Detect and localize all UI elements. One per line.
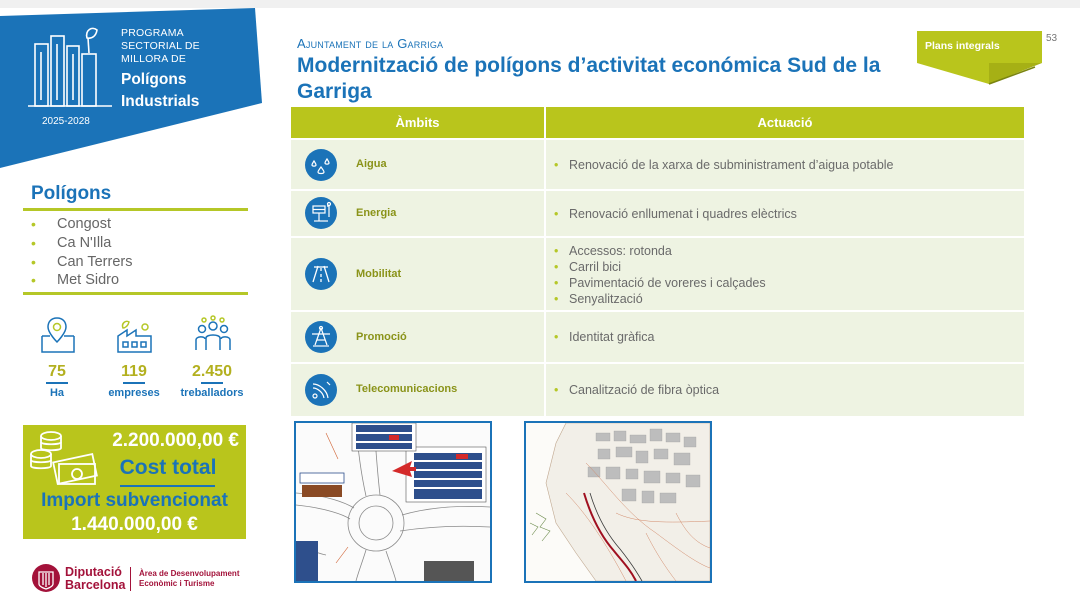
ambit-label: Mobilitat — [356, 268, 402, 280]
subsidy-label: Import subvencionat — [41, 490, 228, 511]
roundabout-drawing — [296, 423, 490, 581]
page-title: Modernització de polígons d’activitat económica Sud de la Garriga — [297, 54, 881, 103]
program-line-2: SECTORIAL DE — [121, 40, 200, 52]
program-years: 2025-2028 — [42, 116, 90, 127]
stat-companies-value: 119 — [121, 363, 147, 380]
polygon-item: • Can Terrers — [31, 253, 132, 272]
divider-top — [23, 208, 248, 211]
table-row — [291, 191, 1024, 236]
page-number: 53 — [1046, 33, 1058, 44]
ambit-label: Promoció — [356, 331, 407, 343]
action-item: • Renovació enllumenat i quadres elèctrics — [554, 206, 797, 222]
municipality: Ajuntament de la Garriga — [297, 36, 444, 51]
table-row — [291, 364, 1024, 416]
promotion-icon — [305, 321, 337, 353]
action-item: • Renovació de la xarxa de subministrament d’aigua potable — [554, 157, 894, 173]
diputacio-logo-icon — [31, 563, 61, 593]
telecom-icon — [305, 374, 337, 406]
top-strip — [0, 0, 1080, 8]
stat-workers-label: treballadors — [180, 387, 244, 399]
action-item: • Senyalització — [554, 291, 766, 307]
water-icon — [305, 149, 337, 181]
action-list — [554, 243, 766, 307]
organization-name-line-2: Barcelona — [65, 578, 126, 592]
table-row — [291, 312, 1024, 362]
subsidy-amount: 1.440.000,00 € — [71, 514, 198, 535]
ambit-label: Telecomunicacions — [356, 383, 458, 395]
plans-tag-label: Plans integrals — [925, 40, 1000, 52]
workers-icon — [193, 314, 233, 354]
divider-bottom — [23, 292, 248, 295]
program-title-line-2: Industrials — [121, 93, 200, 110]
polygon-item: • Congost — [31, 215, 132, 234]
program-banner — [0, 8, 262, 168]
factory-icon — [115, 318, 155, 354]
stat-underline — [46, 382, 68, 384]
column-header-ambits: Àmbits — [291, 107, 544, 138]
stat-companies-label: empreses — [108, 387, 160, 399]
ambit-label: Energia — [356, 207, 397, 219]
cost-divider — [120, 485, 215, 487]
table-header — [291, 107, 1024, 138]
program-line-3: MILLORA DE — [121, 53, 187, 65]
action-item: • Carril bici — [554, 259, 766, 275]
organization-area — [139, 569, 239, 589]
organization-area-line-2: Econòmic i Turisme — [139, 579, 215, 588]
polygon-item: • Ca N'Illa — [31, 234, 132, 253]
action-list — [554, 329, 654, 345]
stat-companies — [89, 363, 179, 399]
map-location-icon — [38, 316, 78, 354]
area-map — [526, 423, 710, 581]
action-item: • Identitat gràfica — [554, 329, 654, 345]
program-line-1: PROGRAMA — [121, 27, 184, 39]
cost-box — [23, 425, 246, 539]
action-list — [554, 382, 719, 398]
organization-name-line-1: Diputació — [65, 565, 122, 579]
area-map-image — [524, 421, 712, 583]
road-icon — [305, 258, 337, 290]
action-item: • Canalització de fibra òptica — [554, 382, 719, 398]
table-row — [291, 140, 1024, 189]
organization-separator — [130, 567, 131, 591]
column-header-actuacio: Actuació — [546, 107, 1024, 138]
roundabout-signage-image — [294, 421, 492, 583]
stat-workers — [167, 363, 257, 399]
stat-area-label: Ha — [49, 387, 65, 399]
table-row — [291, 238, 1024, 310]
energy-icon — [305, 197, 337, 229]
action-list — [554, 157, 894, 173]
action-item: • Pavimentació de voreres i calçades — [554, 275, 766, 291]
stat-workers-value: 2.450 — [191, 363, 233, 380]
ambit-label: Aigua — [356, 158, 387, 170]
organization-area-line-1: Àrea de Desenvolupament — [139, 569, 240, 578]
action-list — [554, 206, 797, 222]
stat-area-value: 75 — [48, 363, 66, 380]
program-title-line-1: Polígons — [121, 71, 187, 88]
polygon-item: • Met Sidro — [31, 271, 132, 290]
stat-underline — [201, 382, 223, 384]
action-item: • Accessos: rotonda — [554, 243, 766, 259]
cost-total-label: Cost total — [119, 456, 217, 479]
cost-total-amount: 2.200.000,00 € — [112, 430, 239, 451]
polygons-list — [31, 215, 132, 290]
organization-name — [65, 566, 125, 592]
stat-underline — [123, 382, 145, 384]
polygons-title: Polígons — [31, 183, 112, 204]
